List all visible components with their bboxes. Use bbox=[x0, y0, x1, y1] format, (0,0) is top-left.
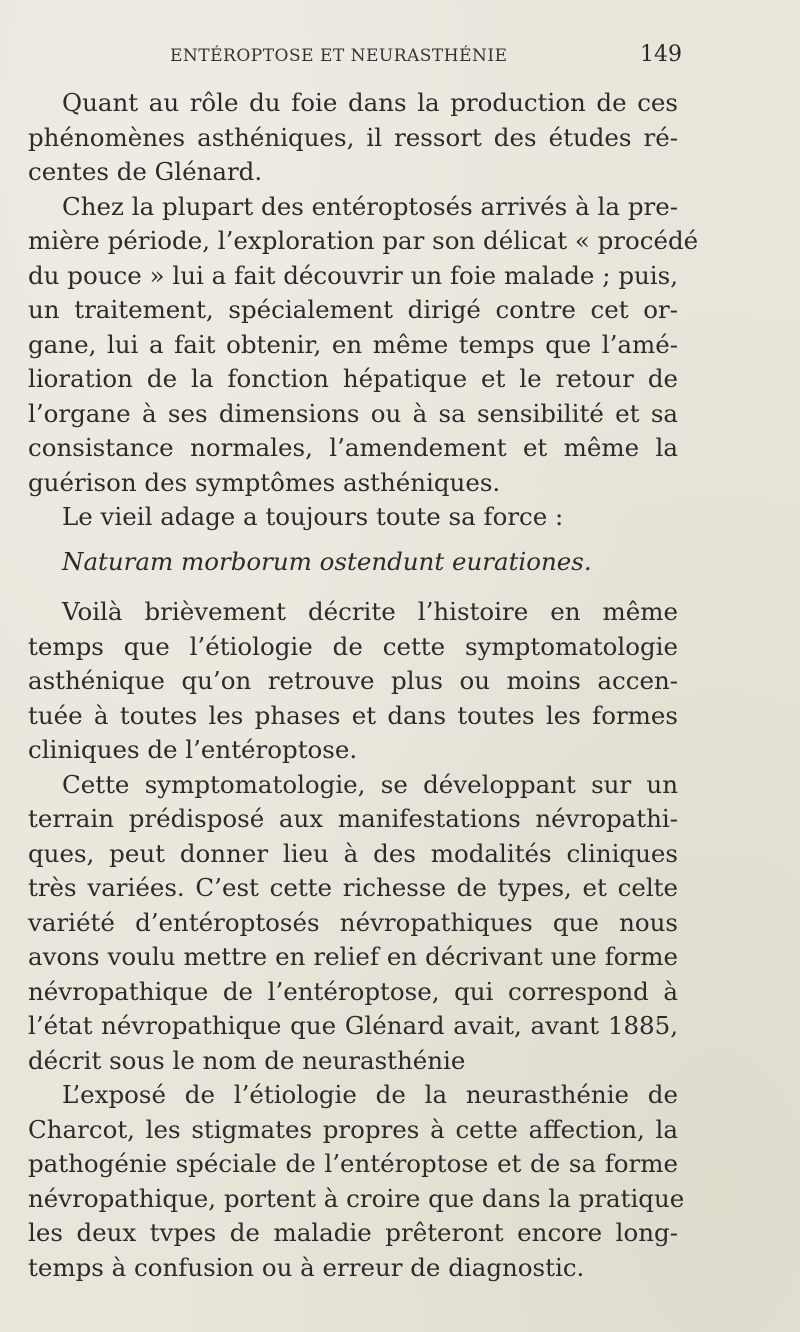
running-head bbox=[170, 42, 682, 72]
text-line: temps que l’étiologie de cette symptomatologie bbox=[28, 631, 678, 661]
text-line: Charcot, les stigmates propres à cette affection, la bbox=[28, 1114, 678, 1144]
text-line: mière période, l’exploration par son délicat « procédé bbox=[28, 226, 699, 255]
paragraph bbox=[28, 86, 678, 190]
text-line: décrit sous le nom de neurasthénie bbox=[28, 1045, 466, 1075]
text-line: variété d’entéroptosés névropathiques que nous bbox=[28, 907, 678, 937]
text-line: très variées. C’est cette richesse de types, et celte bbox=[28, 873, 678, 902]
paragraph bbox=[28, 190, 699, 501]
text-line: Voilà brièvement décrite l’histoire en même bbox=[62, 597, 678, 626]
text-line: cliniques de l’entéroptose. bbox=[28, 735, 358, 764]
text-line: lioration de la fonction hépatique et le retour de bbox=[28, 364, 678, 393]
text-line: un traitement, spécialement dirigé contre cet or- bbox=[28, 295, 678, 324]
text-line: Quant au rôle du foie dans la production de ces bbox=[62, 88, 678, 117]
paragraph bbox=[28, 1078, 685, 1285]
latin-quote: Naturam morborum ostendunt eurationes. bbox=[62, 546, 592, 576]
text-line: terrain prédisposé aux manifestations névropathi- bbox=[28, 804, 678, 833]
text-line: pathogénie spéciale de l’entéroptose et de sa forme bbox=[28, 1149, 678, 1178]
text-line: asthénique qu’on retrouve plus ou moins accen- bbox=[28, 666, 678, 695]
text-line: névropathique de l’entéroptose, qui correspond à bbox=[28, 976, 678, 1006]
text-line: avons voulu mettre en relief en décrivant une forme bbox=[28, 942, 678, 971]
running-title: ENTÉROPTOSE ET NEURASTHÉNIE bbox=[170, 46, 508, 66]
text-line: Chez la plupart des entéroptosés arrivés à la pre- bbox=[62, 191, 678, 221]
text-line: les deux tvpes de maladie prêteront encore long- bbox=[28, 1218, 678, 1247]
text-line: l’organe à ses dimensions ou à sa sensibilité et sa bbox=[28, 398, 678, 428]
text-line: tuée à toutes les phases et dans toutes les formes bbox=[28, 700, 678, 730]
paragraph bbox=[28, 500, 678, 535]
text-line: du pouce » lui a fait découvrir un foie malade ; puis, bbox=[28, 260, 678, 290]
text-line: temps à confusion ou à erreur de diagnostic. bbox=[28, 1252, 585, 1282]
text-line: ques, peut donner lieu à des modalités cliniques bbox=[28, 838, 678, 868]
text-line: L’exposé de l’étiologie de la neurasthénie de bbox=[62, 1080, 678, 1109]
text-line: gane, lui a fait obtenir, en même temps que l’amé- bbox=[28, 329, 678, 359]
text-line: l’état névropathique que Glénard avait, avant 1885, bbox=[28, 1011, 678, 1040]
text-line: phénomènes asthéniques, il ressort des études ré- bbox=[28, 122, 678, 152]
body-text bbox=[28, 86, 699, 1285]
paragraph bbox=[28, 768, 678, 1079]
text-line: Cette symptomatologie, se développant sur un bbox=[62, 769, 678, 799]
text-line: guérison des symptômes asthéniques. bbox=[28, 467, 501, 497]
text-line: Le vieil adage a toujours toute sa force : bbox=[62, 502, 564, 531]
text-line: consistance normales, l’amendement et même la bbox=[28, 433, 678, 462]
text-line: centes de Glénard. bbox=[28, 157, 263, 186]
paragraph bbox=[28, 595, 678, 768]
page-number: 149 bbox=[640, 42, 682, 67]
text-line: névropathique, portent à croire que dans la pratique bbox=[28, 1183, 685, 1213]
